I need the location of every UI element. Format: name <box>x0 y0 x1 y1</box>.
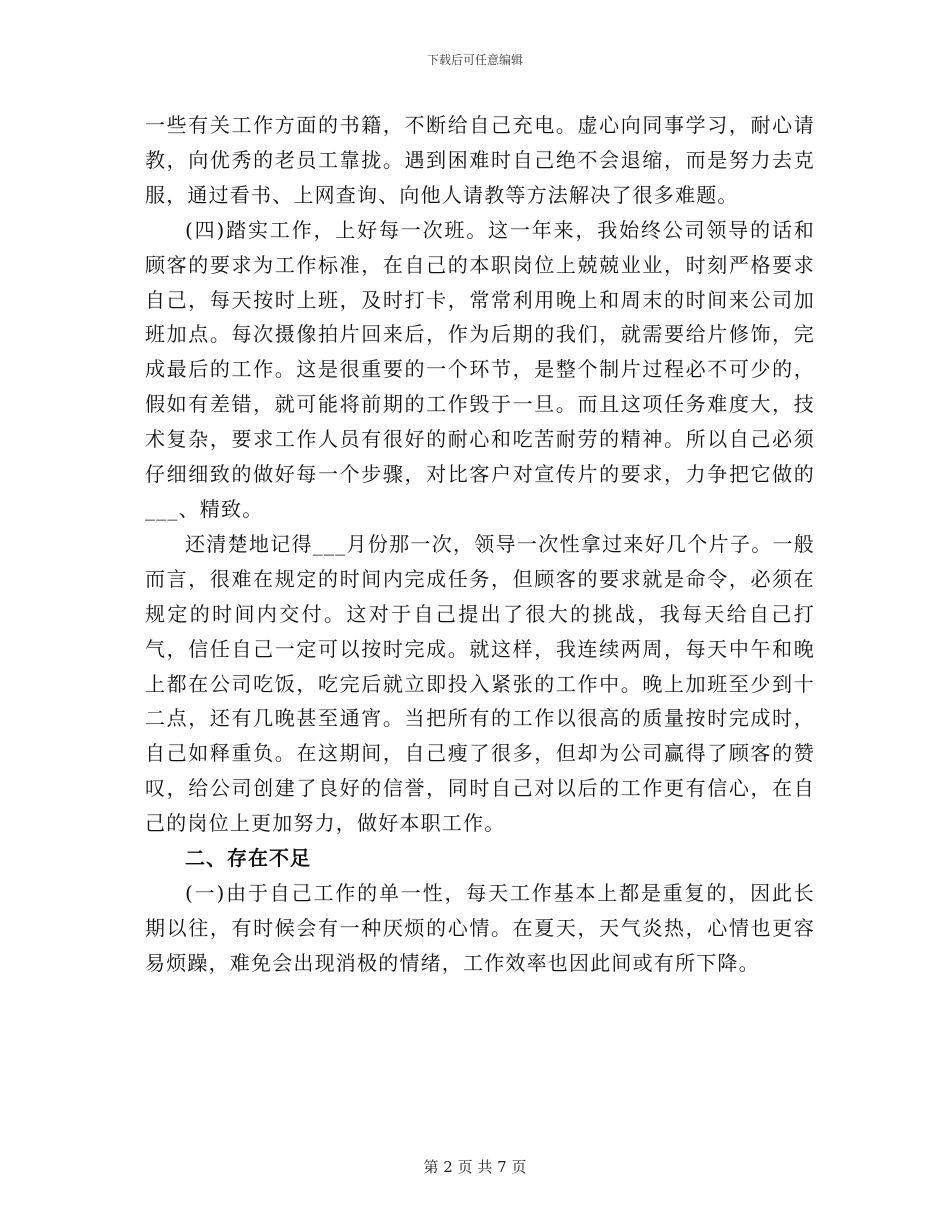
body-paragraph-shortcoming-1: (一)由于自己工作的单一性，每天工作基本上都是重复的，因此长期以往，有时候会有一种厌烦的心情。在夏天，天气炎热，心情也更容易烦躁，难免会出现消极的情绪，工作效率也因此间或有所下降。 <box>145 880 815 975</box>
page-number: 第 2 页 共 7 页 <box>423 1158 527 1176</box>
body-paragraph-work-attitude: (四)踏实工作，上好每一次班。这一年来，我始终公司领导的话和顾客的要求为工作标准，在自己的本职岗位上兢兢业业，时刻严格要求自己，每天按时上班，及时打卡，常常利用晚上和周末的时间来公司加班加点。每次摄像拍片回来后，作为后期的我们，就需要给片修饰，完成最后的工作。这是很重要的一个环节，是整个制片过程必不可少的，假如有差错，就可能将前期的工作毁于一旦。而且这项任务难度大，技术复杂，要求工作人员有很好的耐心和吃苦耐劳的精神。所以自己必须仔细细致的做好每一个步骤，对比客户对宣传片的要求，力争把它做的___、精致。 <box>145 217 815 521</box>
body-paragraph-example: 还清楚地记得___月份那一次，领导一次性拿过来好几个片子。一般而言，很难在规定的时间内完成任务，但顾客的要求就是命令，必须在规定的时间内交付。这对于自己提出了很大的挑战，我每天给自己打气，信任自己一定可以按时完成。就这样，我连续两周，每天中午和晚上都在公司吃饭，吃完后就立即投入紧张的工作中。晚上加班至少到十二点，还有几晚甚至通宵。当把所有的工作以很高的质量按时完成时，自己如释重负。在这期间，自己瘦了很多，但却为公司赢得了顾客的赞叹，给公司创建了良好的信誉，同时自己对以后的工作更有信心，在自己的岗位上更加努力，做好本职工作。 <box>145 531 815 836</box>
page-header-note: 下载后可任意编辑 <box>426 53 523 67</box>
document-body <box>145 108 815 981</box>
section-heading-shortcomings: 二、存在不足 <box>185 846 311 871</box>
body-paragraph-continuation: 一些有关工作方面的书籍，不断给自己充电。虚心向同事学习，耐心请教，向优秀的老员工靠拢。遇到困难时自己绝不会退缩，而是努力去克服，通过看书、上网查询、向他人请教等方法解决了很多难题。 <box>145 113 815 207</box>
